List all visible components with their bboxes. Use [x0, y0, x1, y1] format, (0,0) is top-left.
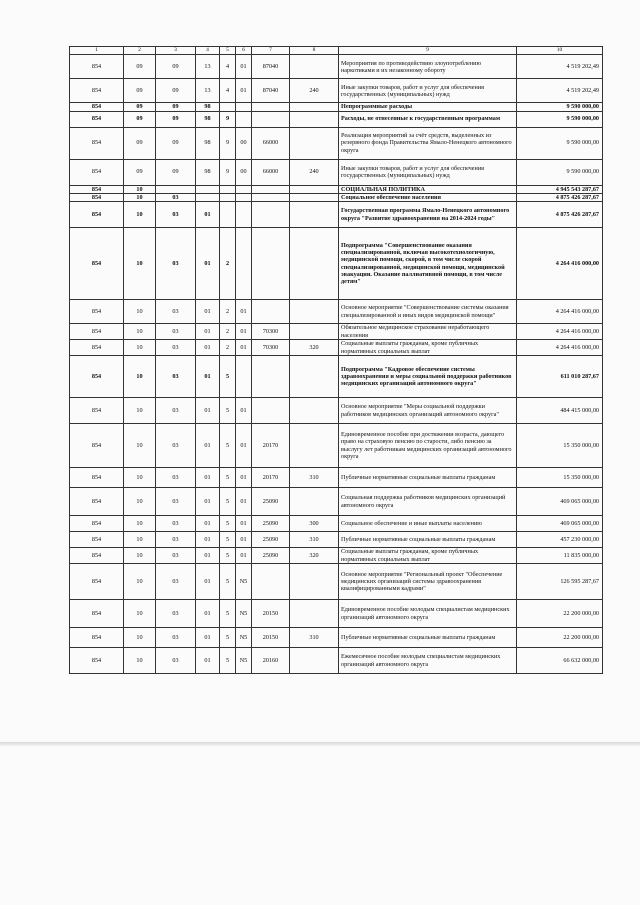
cell-program: 01	[196, 564, 220, 600]
cell-subprogram: 9	[220, 111, 236, 127]
cell-amount: 4 264 416 000,00	[517, 340, 603, 356]
cell-subsection: 03	[156, 340, 196, 356]
cell-amount: 15 350 000,00	[517, 468, 603, 488]
cell-event: 01	[236, 398, 252, 424]
cell-event	[236, 356, 252, 398]
cell-program: 98	[196, 127, 220, 159]
cell-department: 854	[70, 564, 124, 600]
cell-section: 10	[124, 398, 156, 424]
cell-section: 10	[124, 300, 156, 324]
cell-department: 854	[70, 516, 124, 532]
cell-direction: 87040	[252, 55, 290, 79]
cell-department: 854	[70, 548, 124, 564]
cell-subprogram: 4	[220, 55, 236, 79]
cell-department: 854	[70, 468, 124, 488]
cell-direction: 25090	[252, 548, 290, 564]
cell-amount: 4 264 416 000,00	[517, 324, 603, 340]
cell-expense-type	[290, 55, 339, 79]
table-row	[70, 79, 603, 103]
cell-expense-type	[290, 600, 339, 628]
cell-section: 10	[124, 648, 156, 674]
cell-name: Расходы, не отнесенные к государственным программам	[339, 111, 517, 127]
cell-subprogram: 5	[220, 564, 236, 600]
cell-subprogram: 2	[220, 300, 236, 324]
table-row	[70, 488, 603, 516]
cell-subprogram: 2	[220, 340, 236, 356]
cell-department: 854	[70, 356, 124, 398]
cell-department: 854	[70, 532, 124, 548]
cell-direction	[252, 398, 290, 424]
cell-department: 854	[70, 202, 124, 228]
column-number: 6	[236, 47, 252, 55]
cell-name: Социальные выплаты гражданам, кроме публичных нормативных социальных выплат	[339, 340, 517, 356]
cell-expense-type	[290, 228, 339, 300]
table-row	[70, 300, 603, 324]
cell-subprogram	[220, 202, 236, 228]
table-row	[70, 532, 603, 548]
cell-program: 01	[196, 424, 220, 468]
column-number: 2	[124, 47, 156, 55]
cell-subprogram: 5	[220, 516, 236, 532]
table-row	[70, 193, 603, 201]
cell-subsection: 03	[156, 548, 196, 564]
cell-event: 00	[236, 159, 252, 185]
cell-subsection: 03	[156, 228, 196, 300]
cell-name: Публичные нормативные социальные выплаты гражданам	[339, 532, 517, 548]
cell-amount: 457 230 000,00	[517, 532, 603, 548]
cell-name: Непрограммные расходы	[339, 103, 517, 111]
cell-program: 01	[196, 356, 220, 398]
cell-amount: 15 350 000,00	[517, 424, 603, 468]
cell-subsection: 03	[156, 648, 196, 674]
cell-subsection: 03	[156, 202, 196, 228]
cell-program: 01	[196, 648, 220, 674]
cell-subprogram	[220, 185, 236, 193]
cell-program: 01	[196, 628, 220, 648]
cell-direction: 70300	[252, 324, 290, 340]
cell-subsection: 09	[156, 111, 196, 127]
cell-name: Реализация мероприятий за счёт средств, выделенных из резервного фонда Правительства Ямало-Ненецкого автономного округа	[339, 127, 517, 159]
cell-subsection: 03	[156, 324, 196, 340]
cell-name: Подпрограмма "Кадровое обеспечение системы здравоохранения и меры социальной поддержки работников медицинских организаций автономного округа"	[339, 356, 517, 398]
cell-program: 98	[196, 103, 220, 111]
cell-subprogram	[220, 193, 236, 201]
cell-department: 854	[70, 488, 124, 516]
cell-section: 09	[124, 79, 156, 103]
cell-section: 10	[124, 628, 156, 648]
cell-section: 09	[124, 111, 156, 127]
cell-program: 01	[196, 468, 220, 488]
cell-program: 01	[196, 600, 220, 628]
cell-subprogram: 5	[220, 600, 236, 628]
cell-event: N5	[236, 628, 252, 648]
cell-expense-type: 300	[290, 516, 339, 532]
cell-subsection: 03	[156, 356, 196, 398]
cell-direction: 25090	[252, 516, 290, 532]
cell-subprogram	[220, 103, 236, 111]
cell-expense-type	[290, 488, 339, 516]
cell-name: Единовременное пособие молодым специалистам медицинских организаций автономного округа	[339, 600, 517, 628]
cell-amount: 4 264 416 000,00	[517, 228, 603, 300]
cell-direction: 25090	[252, 488, 290, 516]
cell-section: 10	[124, 488, 156, 516]
cell-subsection	[156, 185, 196, 193]
cell-section: 10	[124, 516, 156, 532]
cell-expense-type	[290, 111, 339, 127]
table-row	[70, 628, 603, 648]
cell-program: 01	[196, 324, 220, 340]
cell-direction	[252, 111, 290, 127]
cell-subsection: 03	[156, 628, 196, 648]
cell-expense-type	[290, 564, 339, 600]
table-row	[70, 324, 603, 340]
cell-department: 854	[70, 340, 124, 356]
cell-expense-type	[290, 300, 339, 324]
cell-amount: 469 065 000,00	[517, 516, 603, 532]
cell-subsection: 03	[156, 398, 196, 424]
cell-direction: 20170	[252, 468, 290, 488]
cell-subprogram: 5	[220, 488, 236, 516]
cell-department: 854	[70, 55, 124, 79]
table-row	[70, 202, 603, 228]
cell-subprogram: 5	[220, 548, 236, 564]
cell-subsection: 03	[156, 488, 196, 516]
cell-event: 01	[236, 324, 252, 340]
cell-direction	[252, 202, 290, 228]
cell-amount: 126 595 287,67	[517, 564, 603, 600]
cell-department: 854	[70, 398, 124, 424]
column-number: 10	[517, 47, 603, 55]
cell-name: Основное мероприятие "Совершенствование системы оказания специализированной и иных видов медицинской помощи"	[339, 300, 517, 324]
cell-department: 854	[70, 628, 124, 648]
cell-name: Основное мероприятие "Региональный проект "Обеспечение медицинских организаций системы здравоохранения квалифицированными кадрами"	[339, 564, 517, 600]
cell-name: Социальное обеспечение населения	[339, 193, 517, 201]
cell-direction: 87040	[252, 79, 290, 103]
cell-name: Публичные нормативные социальные выплаты гражданам	[339, 468, 517, 488]
cell-amount: 4 264 416 000,00	[517, 300, 603, 324]
cell-amount: 66 632 000,00	[517, 648, 603, 674]
cell-direction: 70300	[252, 340, 290, 356]
cell-name: Публичные нормативные социальные выплаты гражданам	[339, 628, 517, 648]
cell-section: 10	[124, 340, 156, 356]
cell-subprogram: 5	[220, 398, 236, 424]
cell-name: Мероприятия по противодействию злоупотреблению наркотиками и их незаконному обороту	[339, 55, 517, 79]
cell-direction: 66000	[252, 127, 290, 159]
cell-subprogram: 2	[220, 324, 236, 340]
cell-expense-type	[290, 648, 339, 674]
cell-program: 98	[196, 159, 220, 185]
cell-expense-type: 240	[290, 79, 339, 103]
cell-program: 13	[196, 79, 220, 103]
cell-direction	[252, 193, 290, 201]
cell-section: 10	[124, 532, 156, 548]
cell-event	[236, 111, 252, 127]
cell-subprogram: 5	[220, 648, 236, 674]
cell-department: 854	[70, 424, 124, 468]
cell-department: 854	[70, 159, 124, 185]
cell-section: 10	[124, 564, 156, 600]
cell-direction	[252, 564, 290, 600]
column-number: 4	[196, 47, 220, 55]
cell-event	[236, 193, 252, 201]
cell-subprogram: 9	[220, 127, 236, 159]
cell-section: 10	[124, 228, 156, 300]
table-row	[70, 159, 603, 185]
cell-direction	[252, 356, 290, 398]
cell-expense-type: 310	[290, 532, 339, 548]
cell-expense-type: 310	[290, 628, 339, 648]
cell-event: N5	[236, 564, 252, 600]
cell-name: СОЦИАЛЬНАЯ ПОЛИТИКА	[339, 185, 517, 193]
cell-amount: 9 590 000,00	[517, 127, 603, 159]
cell-department: 854	[70, 300, 124, 324]
budget-allocation-table	[69, 46, 603, 674]
cell-subsection: 03	[156, 193, 196, 201]
table-row	[70, 564, 603, 600]
cell-event: N5	[236, 648, 252, 674]
cell-direction	[252, 185, 290, 193]
table-row	[70, 111, 603, 127]
cell-subprogram: 5	[220, 628, 236, 648]
table-row	[70, 600, 603, 628]
cell-subsection: 09	[156, 159, 196, 185]
scan-edge	[0, 742, 640, 746]
cell-subprogram: 5	[220, 468, 236, 488]
cell-expense-type: 320	[290, 548, 339, 564]
cell-department: 854	[70, 127, 124, 159]
cell-program: 13	[196, 55, 220, 79]
table-row	[70, 356, 603, 398]
cell-section: 10	[124, 600, 156, 628]
table-row	[70, 127, 603, 159]
cell-department: 854	[70, 185, 124, 193]
cell-department: 854	[70, 79, 124, 103]
cell-name: Единовременное пособие при достижении возраста, дающего право на страховую пенсию по старости, либо пенсию за выслугу лет работникам медицинских организаций автономного округа	[339, 424, 517, 468]
table-row	[70, 55, 603, 79]
cell-department: 854	[70, 648, 124, 674]
cell-subprogram: 9	[220, 159, 236, 185]
cell-program	[196, 193, 220, 201]
cell-section: 10	[124, 468, 156, 488]
table-row	[70, 468, 603, 488]
cell-expense-type	[290, 127, 339, 159]
column-number: 5	[220, 47, 236, 55]
cell-name: Иные закупки товаров, работ и услуг для обеспечения государственных (муниципальных) нужд	[339, 79, 517, 103]
cell-amount: 9 590 000,00	[517, 159, 603, 185]
cell-program: 01	[196, 516, 220, 532]
cell-amount: 22 200 000,00	[517, 628, 603, 648]
cell-subsection: 09	[156, 55, 196, 79]
cell-event: 01	[236, 532, 252, 548]
cell-amount: 484 415 000,00	[517, 398, 603, 424]
cell-subprogram: 5	[220, 532, 236, 548]
column-number: 9	[339, 47, 517, 55]
cell-program: 01	[196, 398, 220, 424]
cell-amount: 11 835 000,00	[517, 548, 603, 564]
cell-department: 854	[70, 324, 124, 340]
cell-name: Социальная поддержка работников медицинских организаций автономного округа	[339, 488, 517, 516]
table-row	[70, 516, 603, 532]
cell-event	[236, 228, 252, 300]
column-number: 1	[70, 47, 124, 55]
cell-program: 98	[196, 111, 220, 127]
cell-subsection: 03	[156, 532, 196, 548]
cell-direction	[252, 103, 290, 111]
cell-department: 854	[70, 111, 124, 127]
cell-program: 01	[196, 488, 220, 516]
cell-section: 10	[124, 424, 156, 468]
cell-name: Ежемесячное пособие молодым специалистам медицинских организаций автономного округа	[339, 648, 517, 674]
cell-direction: 66000	[252, 159, 290, 185]
cell-name: Основное мероприятие "Меры социальной поддержки работников медицинских организаций автономного округа"	[339, 398, 517, 424]
cell-name: Подпрограмма "Совершенствование оказания специализированной, включая высокотехнологичную, медицинской помощи, скорой, в том числе скорой специализированной, медицинской помощи, медицинской эвакуации. Оказание паллиативной помощи, в том числе детям"	[339, 228, 517, 300]
column-number: 3	[156, 47, 196, 55]
cell-program: 01	[196, 548, 220, 564]
table-body	[70, 55, 603, 674]
cell-subprogram: 5	[220, 424, 236, 468]
cell-direction	[252, 300, 290, 324]
cell-section: 09	[124, 103, 156, 111]
cell-event: 00	[236, 127, 252, 159]
table-row	[70, 424, 603, 468]
cell-expense-type	[290, 193, 339, 201]
cell-event: 01	[236, 424, 252, 468]
cell-expense-type	[290, 202, 339, 228]
table-row	[70, 398, 603, 424]
cell-direction: 20150	[252, 628, 290, 648]
table-row	[70, 548, 603, 564]
cell-amount: 9 590 000,00	[517, 103, 603, 111]
cell-section: 10	[124, 193, 156, 201]
cell-event: 01	[236, 468, 252, 488]
cell-subsection: 09	[156, 127, 196, 159]
column-number: 8	[290, 47, 339, 55]
cell-expense-type	[290, 103, 339, 111]
cell-name: Иные закупки товаров, работ и услуг для обеспечения государственных (муниципальных) нужд	[339, 159, 517, 185]
cell-section: 10	[124, 356, 156, 398]
column-number: 7	[252, 47, 290, 55]
cell-section: 10	[124, 548, 156, 564]
cell-direction	[252, 228, 290, 300]
cell-direction: 20150	[252, 600, 290, 628]
cell-subsection: 03	[156, 424, 196, 468]
cell-event: 01	[236, 488, 252, 516]
cell-event	[236, 185, 252, 193]
cell-program: 01	[196, 202, 220, 228]
cell-section: 10	[124, 324, 156, 340]
cell-event: 01	[236, 548, 252, 564]
cell-program: 01	[196, 300, 220, 324]
cell-department: 854	[70, 228, 124, 300]
cell-expense-type	[290, 356, 339, 398]
cell-program: 01	[196, 340, 220, 356]
cell-name: Социальные выплаты гражданам, кроме публичных нормативных социальных выплат	[339, 548, 517, 564]
cell-event: N5	[236, 600, 252, 628]
cell-department: 854	[70, 600, 124, 628]
cell-event: 01	[236, 300, 252, 324]
cell-amount: 469 065 000,00	[517, 488, 603, 516]
table-row	[70, 648, 603, 674]
cell-direction: 20170	[252, 424, 290, 468]
cell-amount: 4 519 202,49	[517, 55, 603, 79]
cell-expense-type	[290, 324, 339, 340]
cell-direction: 20160	[252, 648, 290, 674]
cell-subsection: 03	[156, 516, 196, 532]
cell-amount: 4 519 202,49	[517, 79, 603, 103]
cell-section: 10	[124, 185, 156, 193]
cell-expense-type: 310	[290, 468, 339, 488]
table-row	[70, 228, 603, 300]
cell-program	[196, 185, 220, 193]
cell-subsection: 03	[156, 468, 196, 488]
cell-name: Обязательное медицинское страхование неработающего населения	[339, 324, 517, 340]
cell-amount: 4 875 426 287,67	[517, 202, 603, 228]
cell-program: 01	[196, 532, 220, 548]
cell-program: 01	[196, 228, 220, 300]
cell-subprogram: 4	[220, 79, 236, 103]
cell-event: 01	[236, 340, 252, 356]
cell-expense-type	[290, 185, 339, 193]
cell-amount: 9 590 000,00	[517, 111, 603, 127]
cell-event: 01	[236, 516, 252, 532]
cell-subprogram: 2	[220, 228, 236, 300]
cell-subprogram: 5	[220, 356, 236, 398]
cell-department: 854	[70, 193, 124, 201]
cell-expense-type	[290, 424, 339, 468]
cell-amount: 611 010 287,67	[517, 356, 603, 398]
cell-subsection: 03	[156, 300, 196, 324]
cell-event	[236, 202, 252, 228]
table-row	[70, 340, 603, 356]
cell-direction: 25090	[252, 532, 290, 548]
cell-subsection: 09	[156, 103, 196, 111]
cell-section: 09	[124, 55, 156, 79]
cell-amount: 22 200 000,00	[517, 600, 603, 628]
cell-section: 09	[124, 127, 156, 159]
cell-section: 09	[124, 159, 156, 185]
cell-amount: 4 875 426 287,67	[517, 193, 603, 201]
cell-expense-type: 240	[290, 159, 339, 185]
cell-expense-type: 320	[290, 340, 339, 356]
column-number-row	[70, 47, 603, 55]
cell-subsection: 09	[156, 79, 196, 103]
cell-event	[236, 103, 252, 111]
cell-expense-type	[290, 398, 339, 424]
cell-event: 01	[236, 55, 252, 79]
cell-amount: 4 945 543 287,67	[517, 185, 603, 193]
cell-name: Социальное обеспечение и иные выплаты населению	[339, 516, 517, 532]
table-row	[70, 185, 603, 193]
cell-subsection: 03	[156, 564, 196, 600]
cell-name: Государственная программа Ямало-Ненецкого автономного округа "Развитие здравоохранения на 2014-2024 годы"	[339, 202, 517, 228]
table-row	[70, 103, 603, 111]
cell-subsection: 03	[156, 600, 196, 628]
cell-event: 01	[236, 79, 252, 103]
cell-department: 854	[70, 103, 124, 111]
cell-section: 10	[124, 202, 156, 228]
